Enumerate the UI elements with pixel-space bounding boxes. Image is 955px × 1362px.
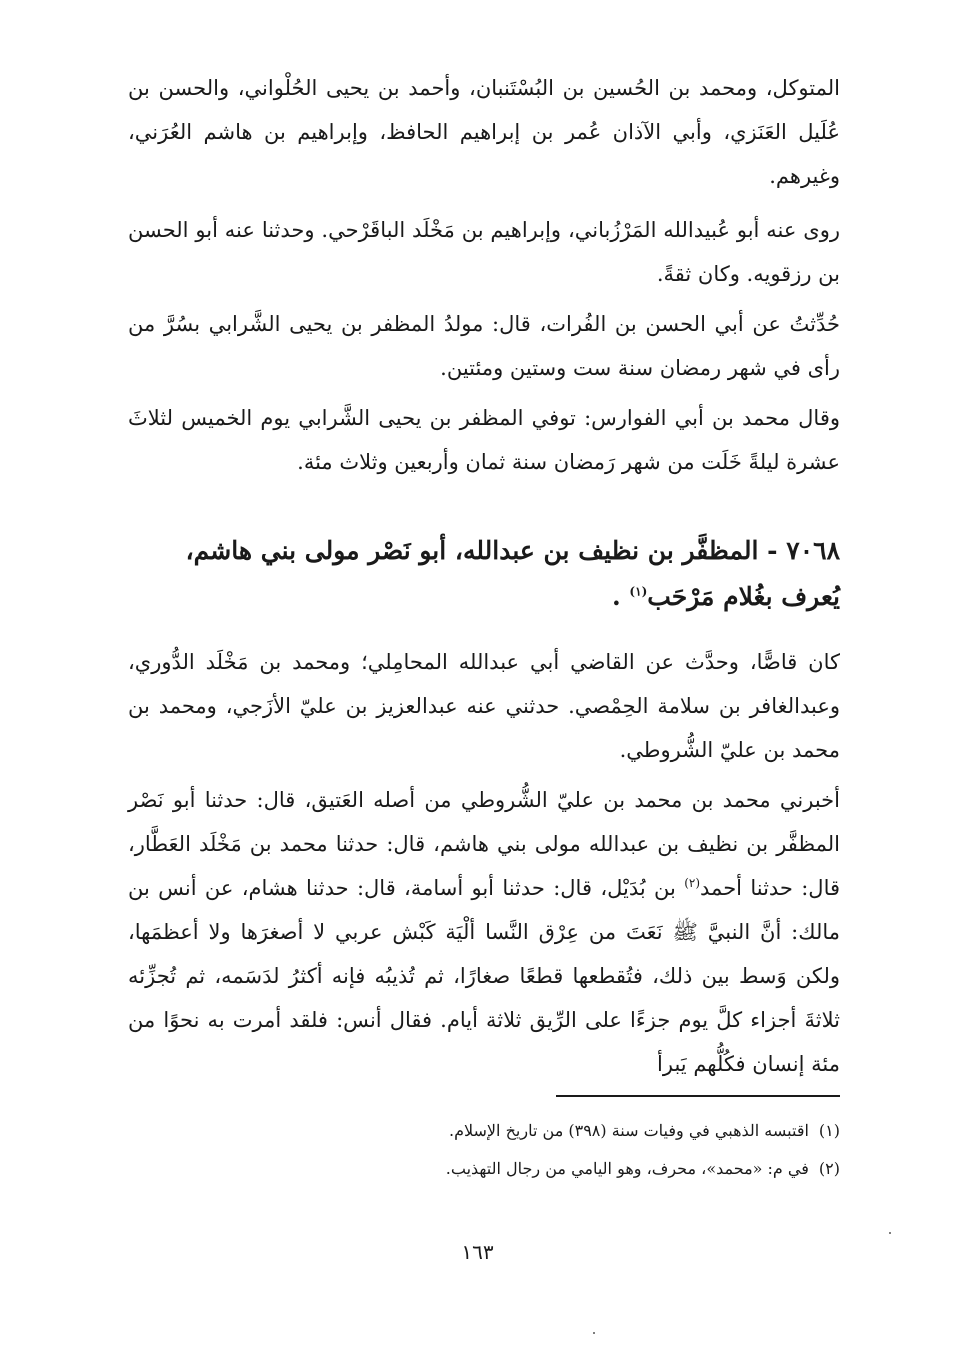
scan-speck xyxy=(593,1332,595,1334)
footnote-2-text: في م: «محمد»، محرف، وهو اليامي من رجال التهذيب. xyxy=(445,1159,809,1178)
footnote-1 xyxy=(128,1112,840,1150)
paragraph-transmitters: روى عنه أبو عُبيدالله المَرْزُباني، وإبراهيم بن مَخْلَد الباقَرْحي. وحدثنا عنه أبو الحسن بن رزقويه. وكان ثقةً. xyxy=(128,218,840,286)
entry-title-continued: يُعرف بغُلام مَرْحَب xyxy=(647,582,840,611)
entry-heading-line-1 xyxy=(118,528,840,574)
entry-dash: - xyxy=(758,536,778,565)
footnote-2-number: (٢) xyxy=(818,1159,840,1178)
footnote-1-text: اقتبسه الذهبي في وفيات سنة (٣٩٨) من تاريخ الإسلام. xyxy=(448,1121,809,1140)
paragraph-narrators: المتوكل، ومحمد بن الحُسين بن البُسْتَنبان، وأحمد بن يحيى الحُلْواني، والحسن بن عُلَيل العَنَزي، وأبي الآذان عُمر بن إبراهيم الحافظ، وإبراهيم بن هاشم العُرَني، وغيرهم. xyxy=(128,76,840,188)
footnote-ref-1[interactable]: (١) xyxy=(629,584,648,599)
footnotes xyxy=(128,1112,840,1188)
paragraph-death: وقال محمد بن أبي الفوارس: توفي المظفر بن يحيى الشَّرابي يوم الخميس لثلاثَ عشرة ليلةً خَلَت من شهر رَمضان سنة ثمان وأربعين وثلاث مئة. xyxy=(128,406,840,474)
entry-number: ٧٠٦٨ xyxy=(786,536,840,565)
scan-speck xyxy=(889,1232,891,1234)
footnote-2 xyxy=(128,1150,840,1188)
entry-title-end: . xyxy=(611,582,621,611)
paragraph-biography: كان قاصًّا، وحدَّث عن القاضي أبي عبدالله المحامِلي؛ ومحمد بن مَخْلَد الدُّوري، وعبدالغافر بن سلامة الحِمْصي. حدثني عنه عبدالعزيز بن عليّ الأزَجي، ومحمد بن محمد بن عليّ الشُّروطي. xyxy=(128,650,840,762)
paragraph-birth: حُدِّثتُ عن أبي الحسن بن الفُرات، قال: مولدُ المظفر بن يحيى الشَّرابي بسُرَّ من رأى في شهر رمضان سنة ست وستين ومئتين. xyxy=(128,312,840,380)
footnote-ref-2[interactable]: (٢) xyxy=(684,876,701,890)
entry-heading xyxy=(118,528,840,620)
footnote-1-number: (١) xyxy=(818,1121,840,1140)
paragraph-hadith xyxy=(128,778,840,1086)
page-number: ١٦٣ xyxy=(461,1240,494,1264)
hadith-text-start: أخبرني محمد بن محمد بن عليّ الشُّروطي من أصله العَتيق، قال: حدثنا أبو نَصْر المظفَّر بن نظيف بن عبدالله مولى بني هاشم، قال: حدثنا محمد بن مَخْلَد العَطَّار، قال: حدثنا أحمد xyxy=(128,788,841,900)
entry-heading-line-2 xyxy=(118,574,840,620)
footnote-separator xyxy=(556,1095,840,1097)
entry-title: المظفَّر بن نظيف بن عبدالله، أبو نَصْر مولى بني هاشم، xyxy=(185,536,759,565)
hadith-text-end: بن بُدَيْل، قال: حدثنا أبو أسامة، قال: حدثنا هشام، عن أنس بن مالك: أنَّ النبيَّ ﷺ نَعَتَ من عِرْق النَّسا ألْيَة كَبْش عربي لا أصغرَها ولا أعظمَها، ولكن وَسط بين ذلك، فتُقطعها قطعًا صغارًا، ثم تُذيبُه فإنه أكثرُ لدَسَمه، ثم تُجزِّئه ثلاثةَ أجزاء كلَّ يوم جزءًا على الرِّيق ثلاثة أيام. فقال أنس: فلقد أمرت به نحوًا من مئة إنسان فكُلُّهم يَبرأ xyxy=(128,876,840,1076)
